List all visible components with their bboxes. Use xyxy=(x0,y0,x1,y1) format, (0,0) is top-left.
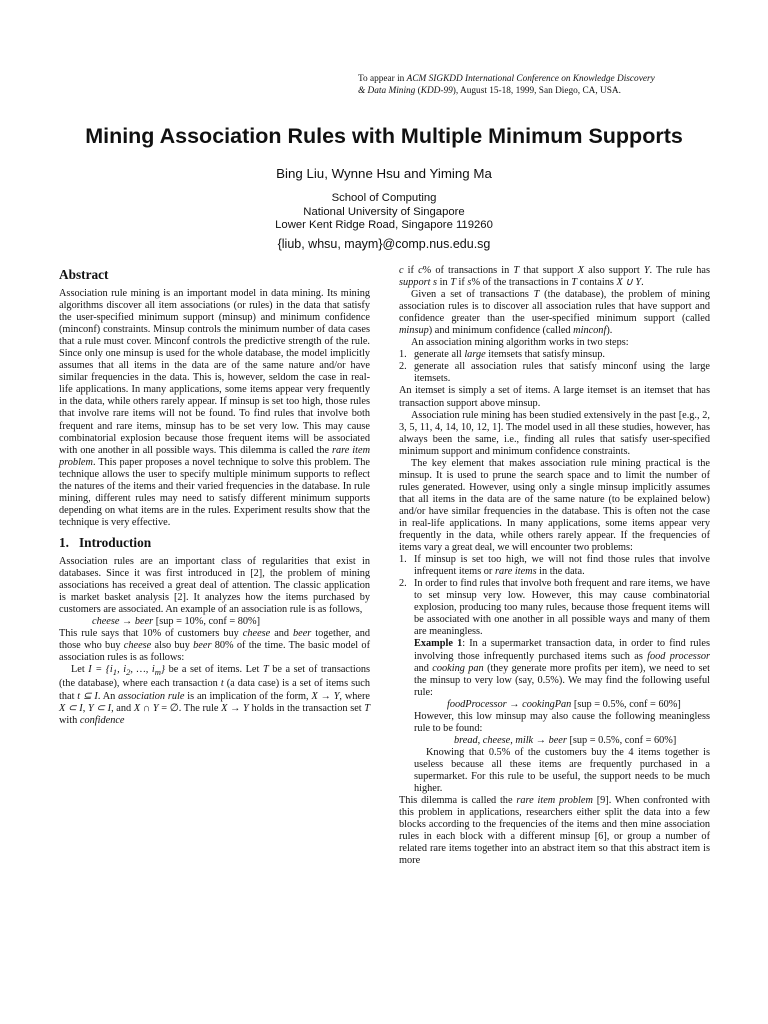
affiliation-university: National University of Singapore xyxy=(303,205,465,218)
affiliation xyxy=(0,192,768,233)
intro-paragraph-1: Association rules are an important class of regularities that exist in databases. Since it was first introduced in [2], the problem of mining associations has received a great deal of attention. The classic application is market basket analysis [2]. It analyzes how the items purchased by customers are associated. An example of an association rule is as follows, xyxy=(59,555,370,616)
right-column xyxy=(399,265,710,867)
affiliation-school: School of Computing xyxy=(331,192,437,204)
publication-note-line1: To appear in ACM SIGKDD International Conference on Knowledge Discovery xyxy=(358,74,655,84)
intro-paragraph-3: Let $I = \{i_1$, $i_2$, …, $i_m$} be a set of items. Let T be a set of transactions (the database), where each transaction t (a data case) is a set of items such that t ⊆ I. An association rule is an implication of the form, X → Y, where X ⊂ I, Y ⊂ I, and X ∩ Y = ∅. The rule X → Y holds in the transaction set T with confidence xyxy=(59,664,371,726)
publication-note xyxy=(358,73,655,97)
intro-paragraph-2: This rule says that 10% of customers buy cheese and beer together, and those who buy cheese also buy beer 80% of the time. The basic model of association rules is as follows: xyxy=(59,628,370,664)
problem-definition: Given a set of transactions T (the database), the problem of mining association rules is to discover all association rules that have support and confidence greater than the user-specified minimum support (called minsup) and minimum confidence (called minconf). xyxy=(399,289,710,337)
paper-authors: Bing Liu, Wynne Hsu and Yiming Ma xyxy=(276,166,492,181)
example-1-middle: However, this low minsup may also cause the following meaningless rule to be found: xyxy=(414,710,710,734)
steps-list xyxy=(399,349,710,385)
example-rule-cheese-beer: cheese → beer [sup = 10%, conf = 80%] xyxy=(92,616,261,628)
example-rule-food-processor: foodProcessor → cookingPan [sup = 0.5%, conf = 60%] xyxy=(447,698,681,710)
introduction-heading: 1. Introduction xyxy=(59,534,152,550)
left-column xyxy=(59,266,370,727)
example-1-block xyxy=(399,638,710,795)
author-emails: {liub, whsu, maym}@comp.nus.edu.sg xyxy=(277,237,491,251)
paper-title: Mining Association Rules with Multiple Minimum Supports xyxy=(85,124,683,148)
example-1-conclusion: Knowing that 0.5% of the customers buy the 4 items together is useless because all these items are frequently purchased in a supermarket. For this rule to be useful, the support needs to be much higher. xyxy=(414,746,710,795)
problems-list xyxy=(399,554,710,638)
list-item: 1. generate all large itemsets that satisfy minsup. xyxy=(399,349,605,361)
abstract-text: Association rule mining is an important model in data mining. Its mining algorithms discover all item associations (or rules) in the data that satisfy the user-specified minimum support (minsup) and minimum confidence (minconf) constraints. Minsup controls the minimum number of data cases that a rule must cover. Minconf controls the predictive strength of the rule. Since only one minsup is used for the whole database, the model implicitly assumes that all items in the data are of the same nature and/or have similar frequencies in the data. This is, however, seldom the case in real-life applications. In many applications, some items appear very frequently in the data, while others rarely appear. If minsup is set too high, those rules that involve rare items will not be found. To find rules that involve both frequent and rare items, minsup has to be set very low. This may cause combinatorial explosion because those frequent items will be associated with one another in all possible ways. This dilemma is called the rare item problem. This paper proposes a novel technique to solve this problem. The technique allows the user to specify multiple minimum supports to reflect the natures of the items and their varied frequencies in the database. In rule mining, different rules may need to satisfy different minimum supports depending on what items are in the rules. Experiment results show that the technique is very effective. xyxy=(59,288,371,528)
large-itemset-definition: An itemset is simply a set of items. A large itemset is an itemset that has transaction support above minsup. xyxy=(399,385,710,409)
steps-intro: An association mining algorithm works in two steps: xyxy=(411,337,629,349)
confidence-support-definition: c if c% of transactions in T that support X also support Y. The rule has support s in T if s% of the transactions in T contains X ∪ Y. xyxy=(399,265,710,289)
list-item: 2. generate all association rules that satisfy minconf using the large itemsets. xyxy=(399,361,710,385)
affiliation-address: Lower Kent Ridge Road, Singapore 119260 xyxy=(275,219,493,232)
list-item: 1. If minsup is set too high, we will not find those rules that involve infrequent items or rare items in the data. xyxy=(399,554,710,578)
dilemma-paragraph: This dilemma is called the rare item problem [9]. When confronted with this problem in applications, researchers either split the data into a few blocks according to the frequencies of the items and then mine association rules in each block with a different minsup [6], or group a number of related rare items together into an abstract item so that this abstract item is more xyxy=(399,795,710,867)
abstract-heading: Abstract xyxy=(59,267,109,282)
prior-studies-paragraph: Association rule mining has been studied extensively in the past [e.g., 2, 3, 5, 11, 4, 14, 10, 12, 1]. The model used in all these studies, however, has always been the same, i.e., finding all rules that satisfy user-specified minimum support and minimum confidence constraints. xyxy=(399,409,710,457)
example-1-intro: Example 1: In a supermarket transaction data, in order to find rules involving those infrequently purchased items such as food processor and cooking pan (they generate more profits per item), we need to set the minsup to very low (say, 0.5%). We may find the following useful rule: xyxy=(414,638,710,698)
list-item: 2. In order to find rules that involve both frequent and rare items, we have to set minsup very low. However, this may cause combinatorial explosion, producing too many rules, because those frequent items will be associated with one another in all possible ways and many of them are meaningless. xyxy=(399,578,710,638)
key-element-paragraph: The key element that makes association rule mining practical is the minsup. It is used to prune the search space and to limit the number of rules generated. However, using only a single minsup implicitly assumes that all items in the data are of the same nature (to be explained below) and/or have similar frequencies in the database. This is often not the case in real-life applications. In many applications, some items appear very frequently in the data, while others rarely appear. If the frequencies of items vary a great deal, we will encounter two problems: xyxy=(399,457,710,554)
publication-note-line2: & Data Mining (KDD-99), August 15-18, 1999, San Diego, CA, USA. xyxy=(358,86,621,96)
example-rule-bread-cheese-milk: bread, cheese, milk → beer [sup = 0.5%, conf = 60%] xyxy=(454,734,677,746)
